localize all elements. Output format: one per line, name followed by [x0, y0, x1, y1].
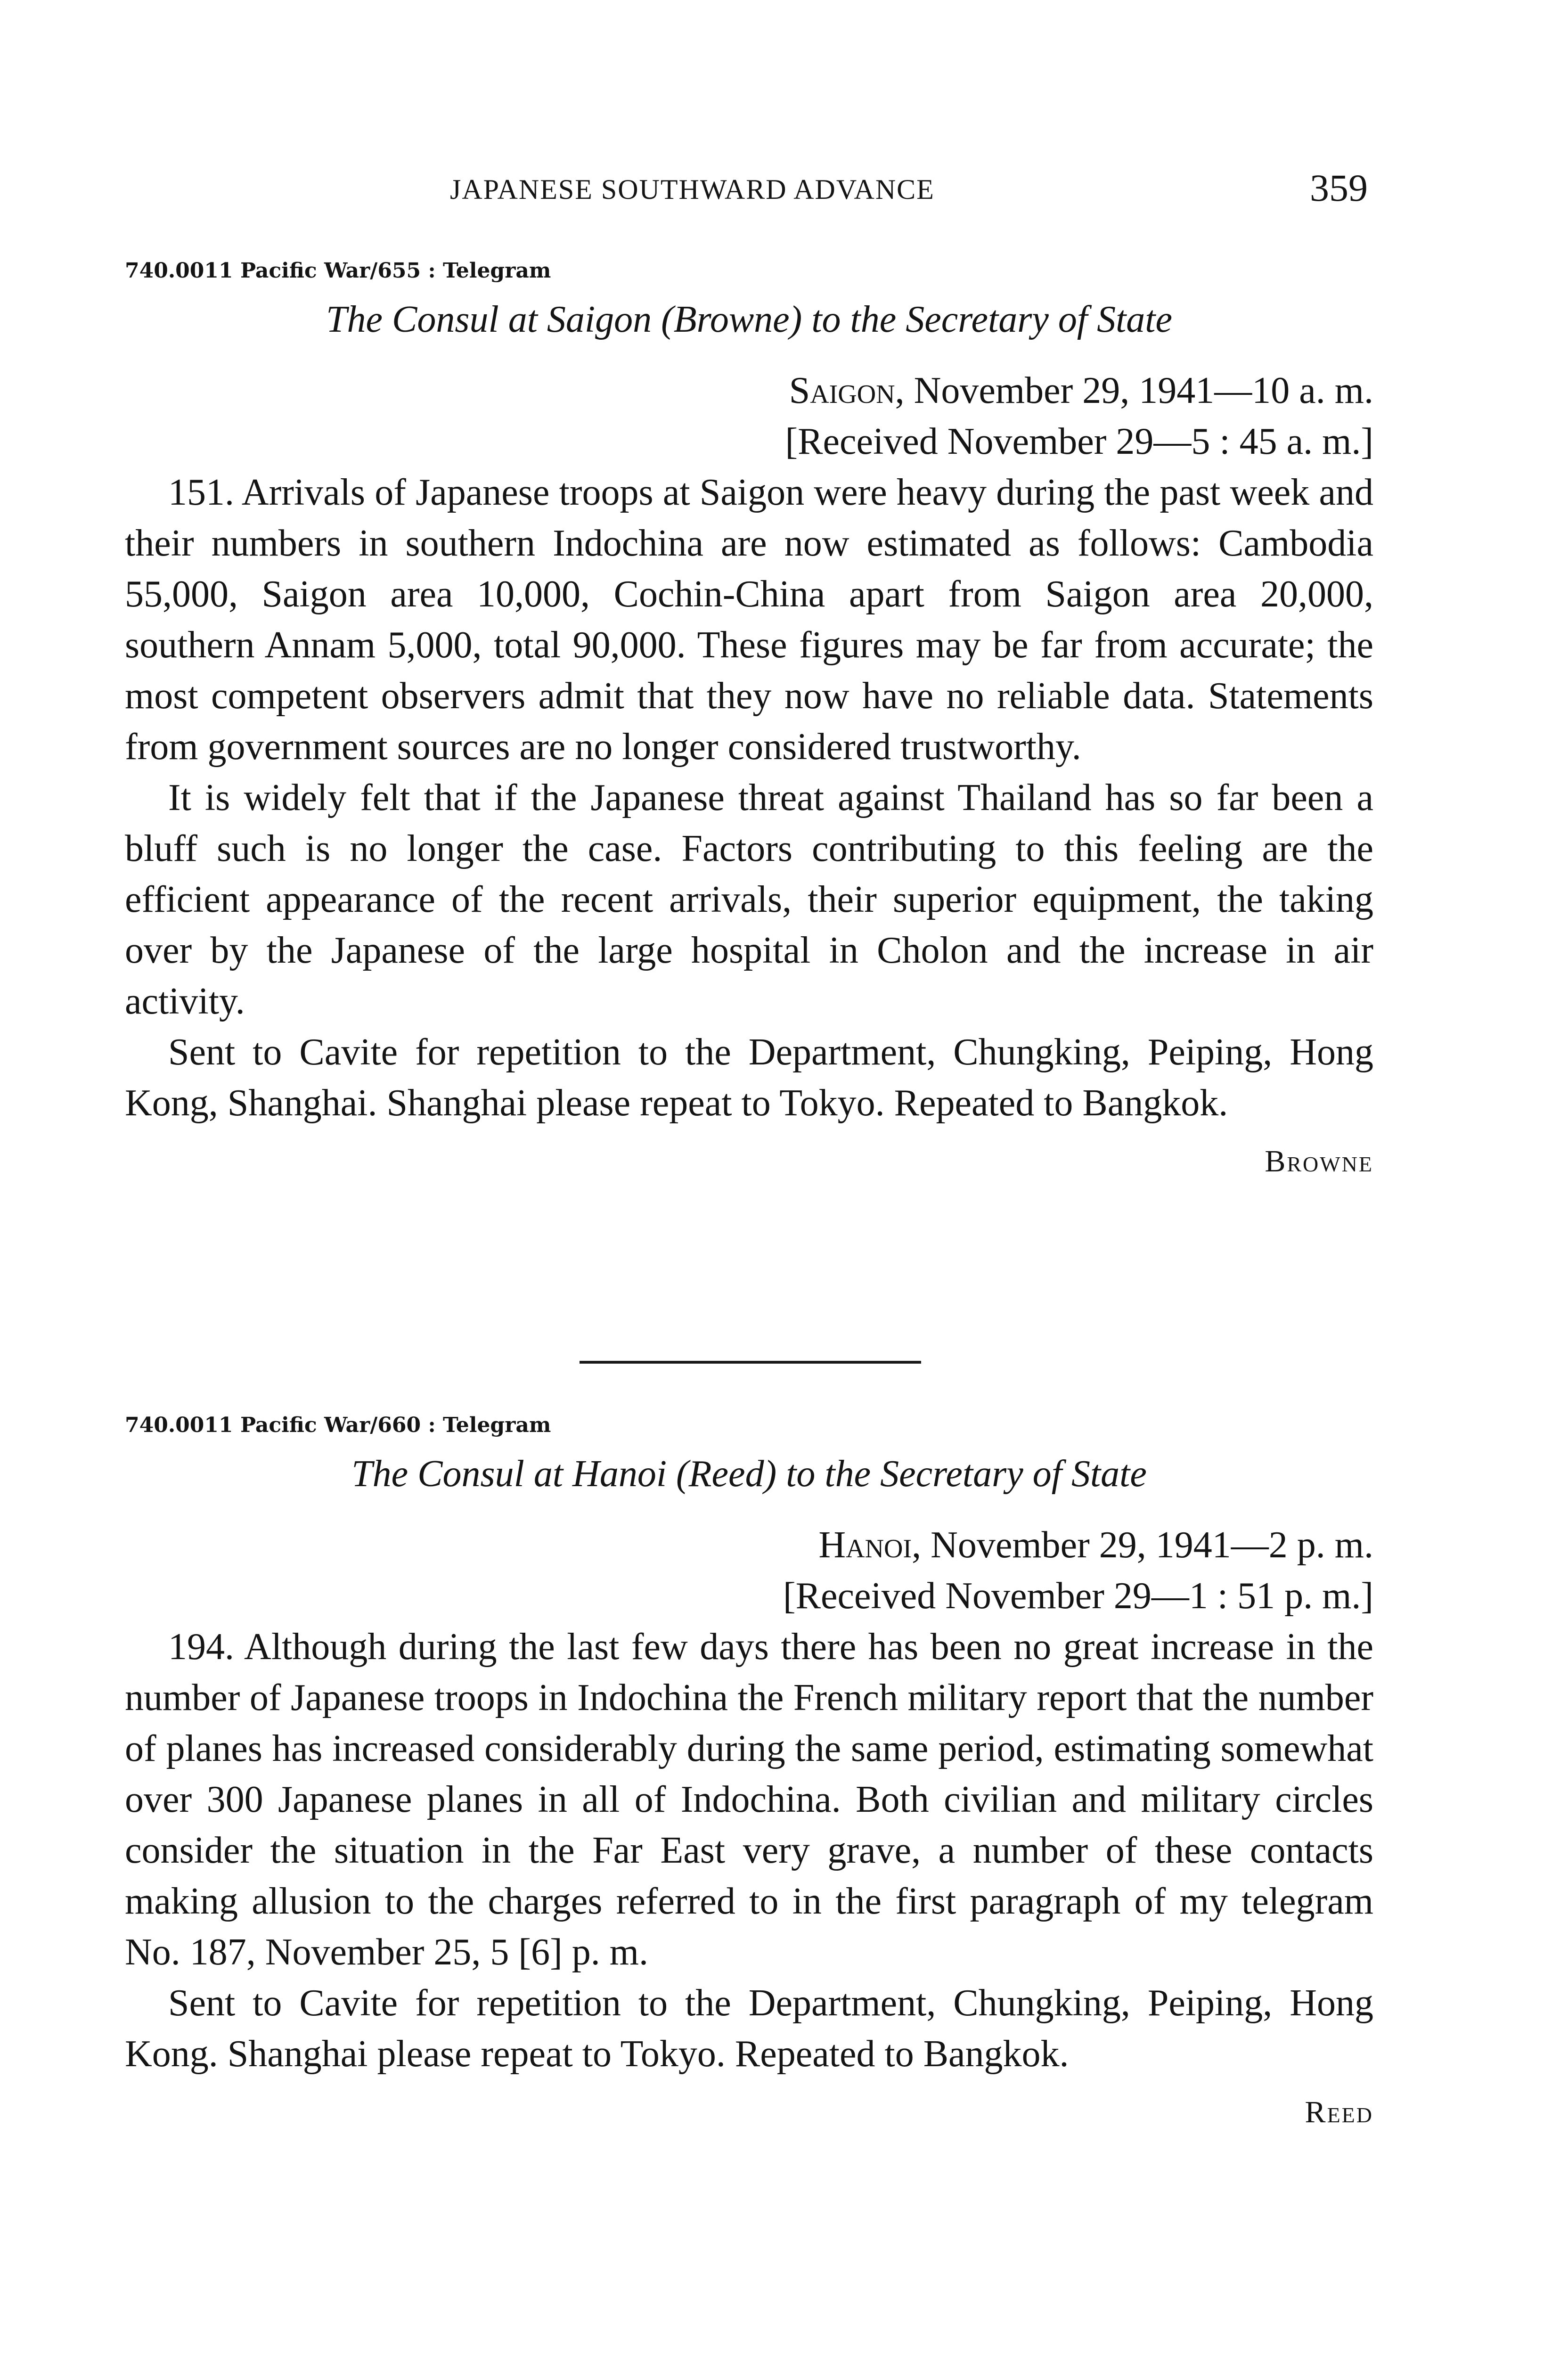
telegram-saigon: [125, 252, 1373, 1185]
running-head: [125, 166, 1373, 213]
telegram-heading: The Consul at Saigon (Browne) to the Secretary of State: [326, 299, 1173, 340]
sent-time: , November 29, 1941—2 p. m.: [912, 1524, 1373, 1566]
paragraph: Sent to Cavite for repetition to the Department, Chungking, Peiping, Hong Kong, Shanghai. Shanghai please repeat to Tokyo. Repeated to Bangkok.: [125, 1031, 1373, 1124]
signature: Reed: [1305, 2095, 1373, 2129]
dateline-received: [Received November 29—5 : 45 a. m.]: [785, 421, 1373, 462]
dateline-sent: [125, 365, 1373, 416]
document-page: [125, 0, 1373, 2356]
dateline-received: [Received November 29—1 : 51 p. m.]: [783, 1575, 1373, 1617]
paragraph: 151. Arrivals of Japanese troops at Saigon were heavy during the past week and their numbers in southern Indochina are now estimated as follows: Cambodia 55,000, Saigon area 10,000, Cochin-China apart from Saigon area 20,000, southern Annam 5,000, total 90,000. These figures may be far from accurate; the most competent observers admit that they now have no reliable data. Statements from government sources are no longer considered trustworthy.: [125, 472, 1373, 768]
paragraph: 194. Although during the last few days there has been no great increase in the number of Japanese troops in Indochina the French military report that the number of planes has increased considerably during the same period, estimating somewhat over 300 Japanese planes in all of Indochina. Both civilian and military circles consider the situation in the Far East very grave, a number of these contacts making allusion to the charges referred to in the first paragraph of my telegram No. 187, November 25, 5 [6] p. m.: [125, 1626, 1373, 1973]
section-divider: [580, 1361, 921, 1364]
paragraph: It is widely felt that if the Japanese threat against Thailand has so far been a bluff such is no longer the case. Factors contributing to this feeling are the efficient appearance of the recent arrivals, their superior equipment, the taking over by the Japanese of the large hospital in Cholon and the increase in air activity.: [125, 777, 1373, 1022]
sent-time: , November 29, 1941—10 a. m.: [895, 370, 1373, 411]
page-number: 359: [1310, 166, 1368, 209]
file-reference: 740.0011 Pacific War/655 : Telegram: [125, 259, 551, 283]
telegram-heading: The Consul at Hanoi (Reed) to the Secretary of State: [351, 1453, 1147, 1495]
signature: Browne: [1265, 1144, 1373, 1178]
place-name: Hanoi: [818, 1524, 912, 1566]
place-name: Saigon: [789, 370, 895, 411]
paragraph: Sent to Cavite for repetition to the Department, Chungking, Peiping, Hong Kong. Shanghai please repeat to Tokyo. Repeated to Bangkok.: [125, 1982, 1373, 2075]
telegram-hanoi: [125, 1407, 1373, 2136]
running-title: JAPANESE SOUTHWARD ADVANCE: [450, 174, 935, 205]
dateline-sent: [125, 1520, 1373, 1571]
telegram-body: [125, 1621, 1373, 2079]
file-reference: 740.0011 Pacific War/660 : Telegram: [125, 1413, 551, 1437]
telegram-body: [125, 467, 1373, 1129]
